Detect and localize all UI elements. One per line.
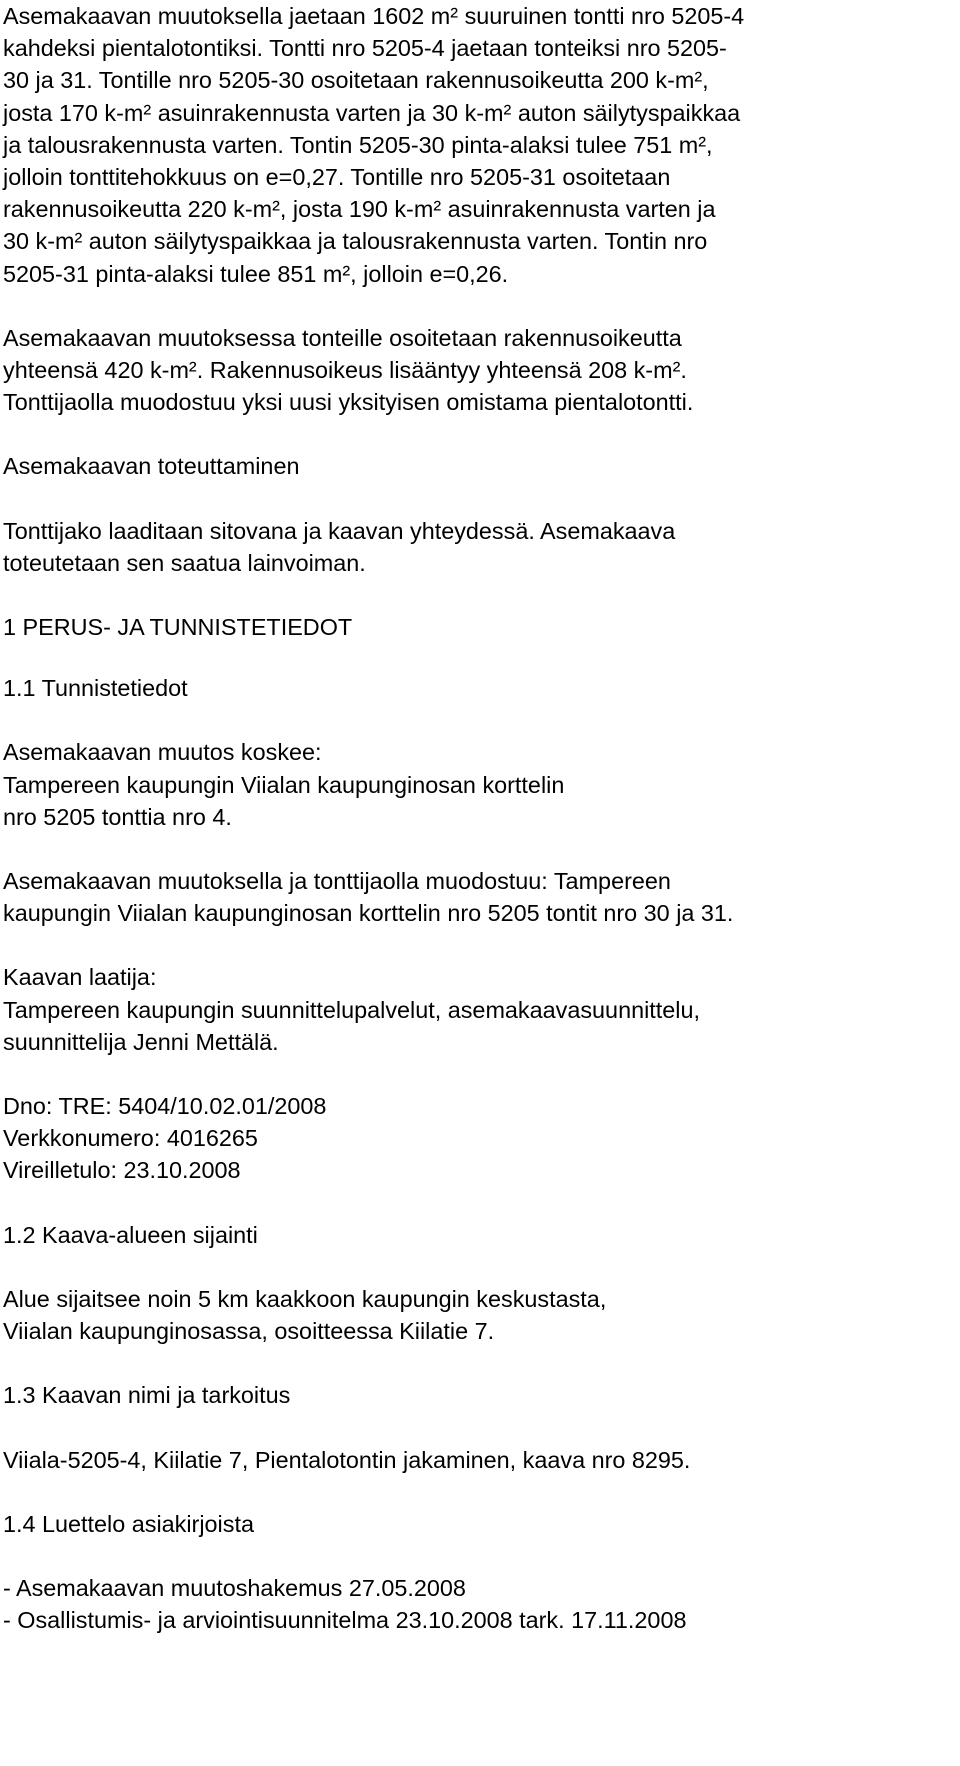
intro-line: 30 k-m² auton säilytyspaikkaa ja talousrakennusta varten. Tontin nro <box>3 228 708 255</box>
result-paragraph <box>3 865 953 929</box>
intro-line: josta 170 k-m² asuinrakennusta varten ja 30 k-m² auton säilytyspaikkaa <box>3 99 741 126</box>
section-1-4-heading-text: 1.4 Luettelo asiakirjoista <box>3 1510 254 1537</box>
location-line: Alue sijaitsee noin 5 km kaakkoon kaupungin keskustasta, <box>3 1285 607 1312</box>
intro-line: kahdeksi pientalotontiksi. Tontti nro 5205-4 jaetaan tonteiksi nro 5205- <box>3 35 727 62</box>
result-line: Asemakaavan muutoksella ja tonttijaolla muodostuu: Tampereen <box>3 868 671 895</box>
intro-line: 5205-31 pinta-alaksi tulee 851 m², jolloin e=0,26. <box>3 260 509 287</box>
location-paragraph <box>3 1283 953 1347</box>
plan-name-paragraph <box>3 1444 953 1476</box>
section-1-1-heading <box>3 672 953 704</box>
section-1-2-heading-text: 1.2 Kaava-alueen sijainti <box>3 1221 258 1248</box>
documents-list-item: - Asemakaavan muutoshakemus 27.05.2008 <box>3 1574 466 1601</box>
intro-line: jolloin tonttitehokkuus on e=0,27. Tontille nro 5205-31 osoitetaan <box>3 164 671 191</box>
implementation-line: toteutetaan sen saatua lainvoiman. <box>3 549 366 576</box>
implementation-heading <box>3 450 953 482</box>
intro-line: rakennusoikeutta 220 k-m², josta 190 k-m² asuinrakennusta varten ja <box>3 196 716 223</box>
summary-line: Asemakaavan muutoksessa tonteille osoitetaan rakennusoikeutta <box>3 324 682 351</box>
summary-paragraph <box>3 322 953 419</box>
intro-line: ja talousrakennusta varten. Tontin 5205-30 pinta-alaksi tulee 751 m², <box>3 131 713 158</box>
author-line: Kaavan laatija: <box>3 964 157 991</box>
concerns-line: nro 5205 tonttia nro 4. <box>3 803 232 830</box>
section-1-2-heading <box>3 1219 953 1251</box>
concerns-line: Asemakaavan muutos koskee: <box>3 739 322 766</box>
implementation-heading-text: Asemakaavan toteuttaminen <box>3 453 300 480</box>
author-line: suunnittelija Jenni Mettälä. <box>3 1028 279 1055</box>
author-paragraph <box>3 961 953 1058</box>
document-page <box>3 0 953 1636</box>
concerns-line: Tampereen kaupungin Viialan kaupunginosan korttelin <box>3 771 565 798</box>
intro-paragraph <box>3 0 953 290</box>
intro-line: Asemakaavan muutoksella jaetaan 1602 m² suuruinen tontti nro 5205-4 <box>3 3 745 29</box>
implementation-paragraph <box>3 515 953 579</box>
section-1-3-heading-text: 1.3 Kaavan nimi ja tarkoitus <box>3 1382 291 1409</box>
section-1-4-heading <box>3 1508 953 1540</box>
implementation-line: Tonttijako laaditaan sitovana ja kaavan yhteydessä. Asemakaava <box>3 517 676 544</box>
result-line: kaupungin Viialan kaupunginosan korttelin nro 5205 tontit nro 30 ja 31. <box>3 900 734 927</box>
section-1-1-heading-text: 1.1 Tunnistetiedot <box>3 675 188 702</box>
plan-name-line: Viiala-5205-4, Kiilatie 7, Pientalotontin jakaminen, kaava nro 8295. <box>3 1446 691 1473</box>
summary-line: Tonttijaolla muodostuu yksi uusi yksityisen omistama pientalotontti. <box>3 389 694 416</box>
documents-list <box>3 1572 953 1636</box>
identifier-line: Vireilletulo: 23.10.2008 <box>3 1157 241 1184</box>
identifiers-paragraph <box>3 1090 953 1187</box>
author-line: Tampereen kaupungin suunnittelupalvelut, asemakaavasuunnittelu, <box>3 996 700 1023</box>
section-1-3-heading <box>3 1379 953 1411</box>
intro-line: 30 ja 31. Tontille nro 5205-30 osoitetaan rakennusoikeutta 200 k-m², <box>3 67 709 94</box>
section-1-heading-text: 1 PERUS- JA TUNNISTETIEDOT <box>3 614 353 641</box>
summary-line: yhteensä 420 k-m². Rakennusoikeus lisääntyy yhteensä 208 k-m². <box>3 357 687 384</box>
location-line: Viialan kaupunginosassa, osoitteessa Kiilatie 7. <box>3 1318 495 1345</box>
concerns-paragraph <box>3 736 953 833</box>
identifier-line: Dno: TRE: 5404/10.02.01/2008 <box>3 1093 327 1120</box>
section-1-heading <box>3 611 953 643</box>
documents-list-item: - Osallistumis- ja arviointisuunnitelma 23.10.2008 tark. 17.11.2008 <box>3 1607 687 1634</box>
identifier-line: Verkkonumero: 4016265 <box>3 1125 258 1152</box>
